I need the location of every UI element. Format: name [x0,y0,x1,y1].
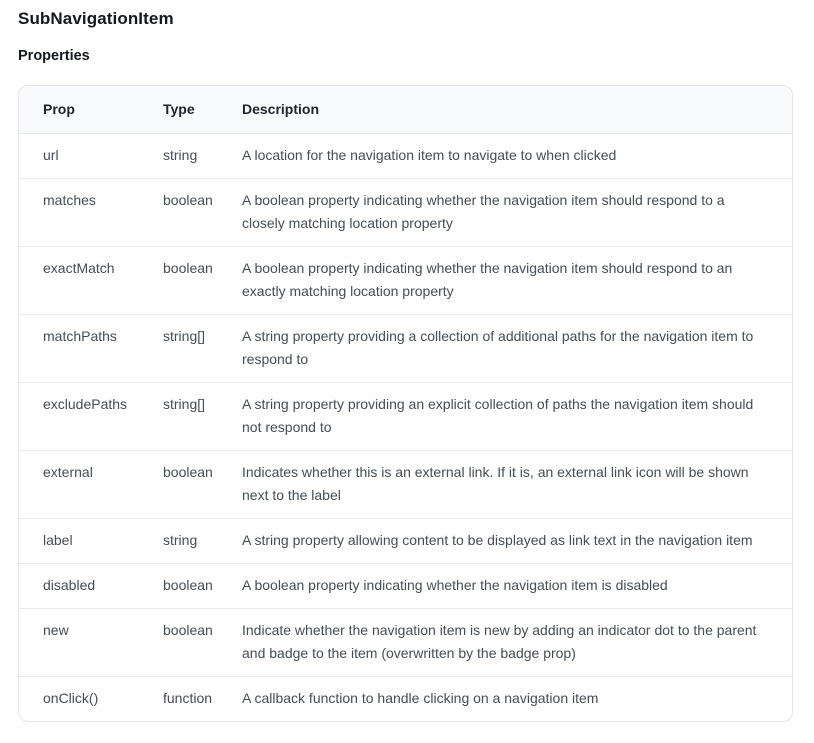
description-cell: Indicate whether the navigation item is new by adding an indicator dot to the parent and badge to the item (overwritten by the badge prop) [242,622,757,661]
type-cell: string[] [163,396,206,412]
column-header-type: Type [163,101,195,117]
prop-cell: disabled [43,577,96,593]
table-row [19,246,792,314]
description-cell: A string property providing a collection of additional paths for the navigation item to respond to [242,328,754,367]
description-cell: Indicates whether this is an external link. If it is, an external link icon will be shown next to the label [242,464,749,503]
table-row [19,178,792,246]
prop-cell: excludePaths [43,396,128,412]
type-cell: function [163,690,213,706]
properties-table [18,85,793,722]
type-cell: boolean [163,192,213,208]
description-cell: A boolean property indicating whether the navigation item is disabled [242,577,668,593]
prop-cell: onClick() [43,690,99,706]
prop-cell: external [43,464,93,480]
table-row [19,133,792,178]
description-cell: A location for the navigation item to navigate to when clicked [242,147,617,163]
table-row [19,382,792,450]
column-header-prop: Prop [43,101,75,117]
type-cell: string [163,532,198,548]
table-row [19,518,792,563]
type-cell: boolean [163,622,213,638]
prop-cell: label [43,532,73,548]
properties-heading: Properties [18,48,90,64]
table-body [19,133,792,721]
description-cell: A boolean property indicating whether the navigation item should respond to a closely matching location property [242,192,725,231]
type-cell: string[] [163,328,206,344]
prop-cell: matchPaths [43,328,117,344]
description-cell: A string property allowing content to be displayed as link text in the navigation item [242,532,753,548]
prop-cell: matches [43,192,96,208]
description-cell: A string property providing an explicit collection of paths the navigation item should not respond to [242,396,754,435]
prop-cell: exactMatch [43,260,115,276]
table-row [19,676,792,721]
table-row [19,608,792,676]
table-row [19,314,792,382]
type-cell: boolean [163,464,213,480]
prop-cell: url [43,147,59,163]
description-cell: A boolean property indicating whether the navigation item should respond to an exactly matching location property [242,260,733,299]
table-header-row [19,86,792,133]
column-header-description: Description [242,101,320,117]
table-row [19,563,792,608]
type-cell: boolean [163,577,213,593]
type-cell: string [163,147,198,163]
table-row [19,450,792,518]
prop-cell: new [43,622,69,638]
description-cell: A callback function to handle clicking on a navigation item [242,690,599,706]
type-cell: boolean [163,260,213,276]
page-title: SubNavigationItem [18,9,174,28]
